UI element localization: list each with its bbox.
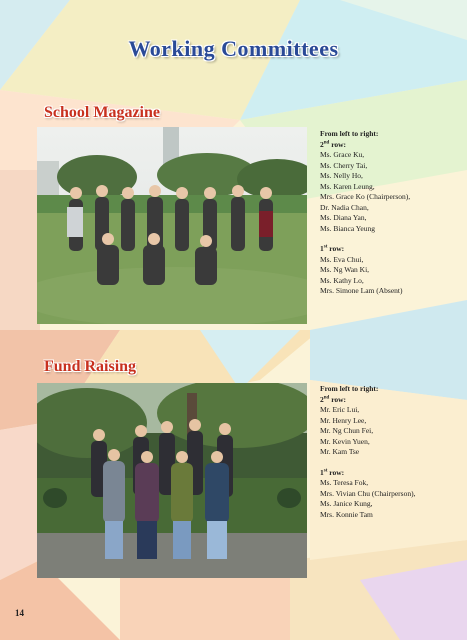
name-line: Mr. Ng Chun Fei, — [320, 426, 374, 435]
page-title: Working Committees — [128, 36, 339, 61]
page-number: 14 — [15, 608, 24, 618]
name-line: Ms. Karen Leung, — [320, 181, 375, 191]
name-line: Mr. Eric Lui, — [320, 405, 360, 414]
name-line: Dr. Nadia Chan, — [320, 202, 369, 212]
name-line: Mrs. Konnie Tam — [320, 509, 373, 519]
school-magazine-caption — [320, 129, 410, 297]
name-line: Ms. Diana Yan, — [320, 213, 367, 222]
name-line: Ms. Nelly Ho, — [320, 171, 363, 180]
section-title-school-magazine: School Magazine — [44, 104, 160, 121]
fund-raising-caption — [320, 384, 415, 520]
name-line: Mr. Kam Tse — [320, 447, 360, 456]
fund-raising-group-photo — [37, 383, 307, 578]
name-line: Ms. Eva Chui, — [320, 254, 364, 264]
name-line: Ms. Cherry Tai, — [320, 160, 368, 170]
row-label: 1st row: — [320, 244, 345, 253]
name-line: Mr. Henry Lee, — [320, 415, 367, 425]
name-line: Ms. Ng Wan Ki, — [320, 265, 370, 274]
name-line: Mr. Kevin Yuen, — [320, 436, 370, 446]
row-label: 2nd row: — [320, 139, 347, 149]
section-title-fund-raising: Fund Raising — [44, 358, 137, 375]
name-line: Ms. Bianca Yeung — [320, 223, 376, 233]
row-label: 2nd row: — [320, 394, 347, 404]
name-line: Ms. Teresa Fok, — [320, 478, 369, 487]
caption-heading: From left to right: — [320, 384, 379, 393]
name-line: Mrs. Simone Lam (Absent) — [320, 286, 403, 295]
name-line: Ms. Janice Kung, — [320, 499, 373, 508]
name-line: Mrs. Vivian Chu (Chairperson), — [320, 488, 416, 498]
name-line: Mrs. Grace Ko (Chairperson), — [320, 192, 411, 201]
caption-heading: From left to right: — [320, 129, 379, 138]
school-magazine-group-photo — [37, 127, 307, 324]
name-line: Ms. Grace Ku, — [320, 150, 365, 159]
row-label: 1st row: — [320, 467, 345, 477]
name-line: Ms. Kathy Lo, — [320, 275, 364, 285]
